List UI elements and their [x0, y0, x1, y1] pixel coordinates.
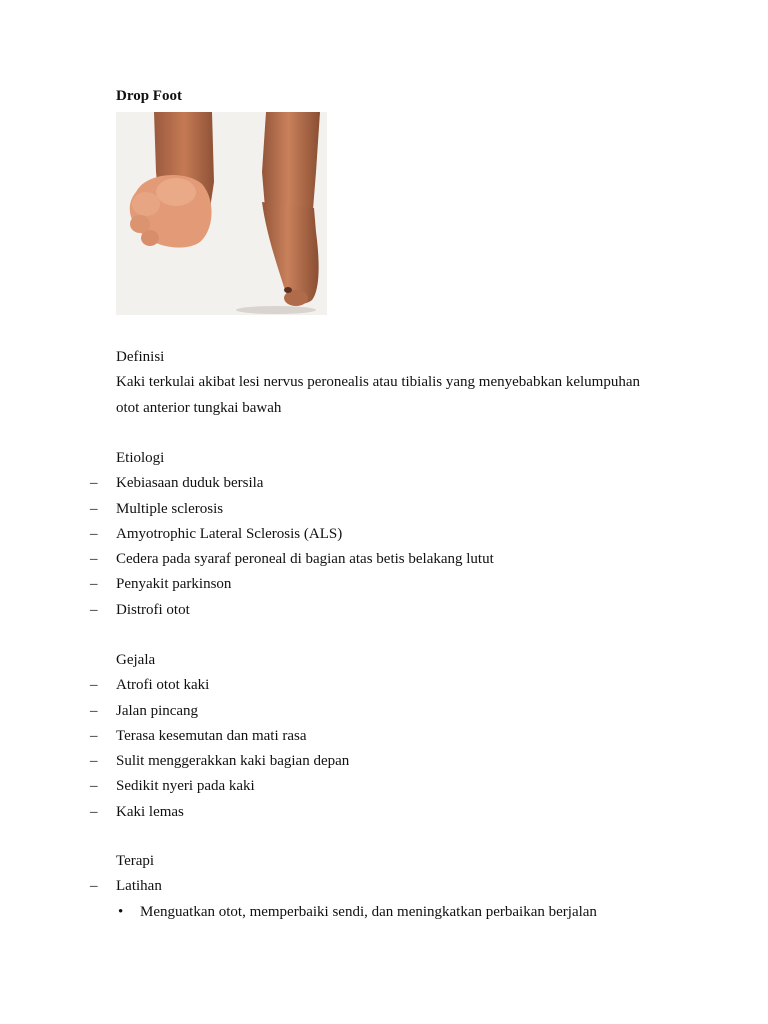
definisi-heading: Definisi [116, 349, 165, 365]
list-item [0, 800, 768, 825]
list-item-text: Latihan [116, 878, 162, 895]
dash-marker: – [90, 878, 98, 895]
dash-marker: – [90, 803, 98, 820]
list-item [0, 724, 768, 749]
definisi-line: Kaki terkulai akibat lesi nervus peronealis atau tibialis yang menyebabkan kelumpuhan [116, 374, 641, 391]
list-item-text: Jalan pincang [116, 702, 199, 719]
document-title: Drop Foot [116, 88, 182, 104]
dash-marker: – [90, 677, 98, 694]
dash-marker: – [90, 500, 98, 517]
list-item-text: Kaki lemas [116, 803, 184, 820]
list-item [0, 749, 768, 774]
drop-foot-photo [116, 112, 327, 315]
list-item-text: Penyakit parkinson [116, 576, 232, 593]
list-item-text: Cedera pada syaraf peroneal di bagian atas betis belakang lutut [116, 551, 494, 568]
list-item-text: Multiple sclerosis [116, 500, 224, 517]
gejala-heading: Gejala [116, 652, 156, 668]
list-item-text: Sulit menggerakkan kaki bagian depan [116, 753, 350, 770]
sub-list-item-text: Menguatkan otot, memperbaiki sendi, dan meningkatkan perbaikan berjalan [140, 903, 597, 920]
dash-marker: – [90, 576, 98, 593]
etiologi-section [0, 446, 768, 623]
dash-marker: – [90, 753, 98, 770]
etiologi-heading: Etiologi [116, 450, 165, 466]
gejala-section [0, 648, 768, 825]
definisi-section [0, 345, 768, 421]
dash-marker: – [90, 475, 98, 492]
list-item-text: Terasa kesemutan dan mati rasa [116, 727, 307, 744]
list-item [0, 572, 768, 597]
list-item [0, 774, 768, 799]
list-item-text: Distrofi otot [116, 601, 190, 618]
dash-marker: – [90, 702, 98, 719]
sub-list-item [0, 900, 768, 925]
dash-marker: – [90, 601, 98, 618]
list-item-text: Kebiasaan duduk bersila [116, 475, 264, 492]
terapi-section [0, 849, 768, 925]
list-item [0, 598, 768, 623]
dash-marker: – [90, 551, 98, 568]
dash-marker: – [90, 525, 98, 542]
list-item [0, 673, 768, 698]
bullet-marker: • [118, 903, 124, 920]
list-item [0, 547, 768, 572]
list-item [0, 471, 768, 496]
list-item-text: Sedikit nyeri pada kaki [116, 778, 255, 795]
list-item-text: Amyotrophic Lateral Sclerosis (ALS) [116, 525, 343, 542]
list-item [0, 497, 768, 522]
list-item [0, 699, 768, 724]
list-item [0, 522, 768, 547]
dash-marker: – [90, 778, 98, 795]
terapi-heading: Terapi [116, 853, 155, 869]
dash-marker: – [90, 727, 98, 744]
list-item-text: Atrofi otot kaki [116, 677, 210, 694]
list-item [0, 874, 768, 899]
definisi-line: otot anterior tungkai bawah [116, 399, 282, 416]
